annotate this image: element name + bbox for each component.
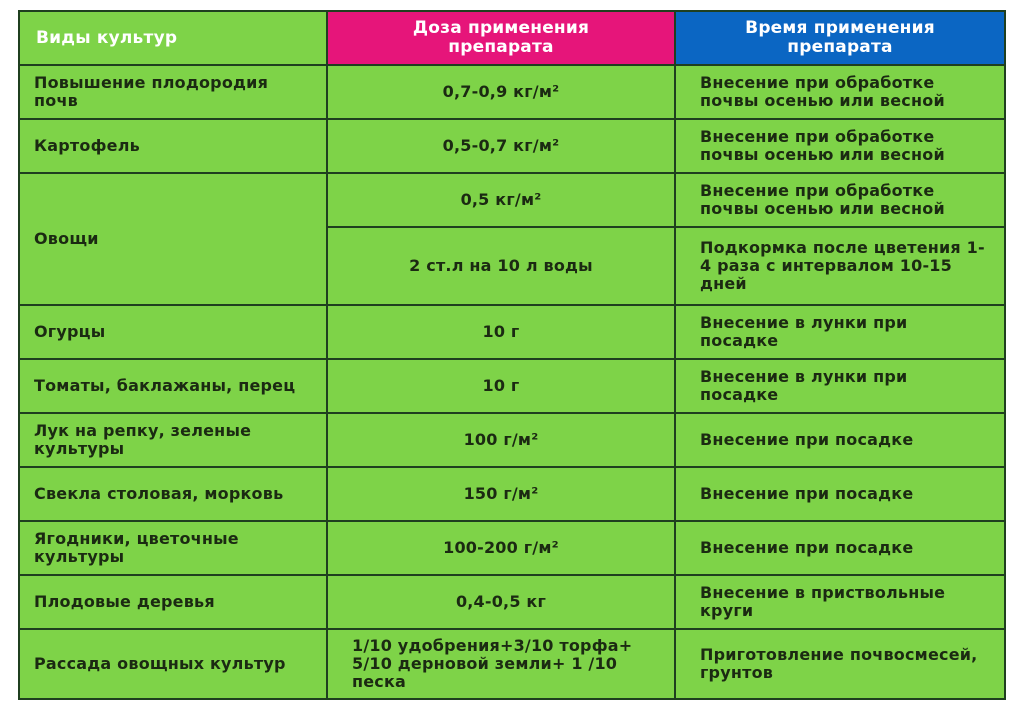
dosage-table (18, 10, 1006, 700)
table-row (19, 359, 1005, 413)
cell-crop: Рассада овощных культур (19, 629, 327, 699)
cell-dose: 10 г (327, 359, 675, 413)
header-time (675, 11, 1005, 65)
table-row (19, 173, 1005, 227)
header-crop: Виды культур (19, 11, 327, 65)
header-time-line-1: Время применения (745, 18, 935, 38)
table-row (19, 629, 1005, 699)
header-row (19, 11, 1005, 65)
table-row (19, 467, 1005, 521)
cell-crop: Повышение плодородия почв (19, 65, 327, 119)
cell-dose: 0,5 кг/м² (327, 173, 675, 227)
cell-dose: 100-200 г/м² (327, 521, 675, 575)
header-time-line-2: препарата (787, 37, 893, 57)
table-row (19, 119, 1005, 173)
cell-dose: 0,4-0,5 кг (327, 575, 675, 629)
table-row (19, 413, 1005, 467)
cell-dose: 10 г (327, 305, 675, 359)
cell-dose: 100 г/м² (327, 413, 675, 467)
cell-time: Приготовление почвосмесей, грунтов (675, 629, 1005, 699)
cell-dose: 0,7-0,9 кг/м² (327, 65, 675, 119)
cell-crop: Плодовые деревья (19, 575, 327, 629)
cell-dose: 2 ст.л на 10 л воды (327, 227, 675, 305)
header-dose (327, 11, 675, 65)
cell-time: Внесение при посадке (675, 467, 1005, 521)
header-dose-line-1: Доза применения (412, 18, 590, 38)
cell-crop: Томаты, баклажаны, перец (19, 359, 327, 413)
cell-dose: 150 г/м² (327, 467, 675, 521)
cell-time: Внесение при обработке почвы осенью или весной (675, 119, 1005, 173)
table-row (19, 65, 1005, 119)
table-row (19, 575, 1005, 629)
cell-time: Внесение в лунки при посадке (675, 359, 1005, 413)
cell-crop: Лук на репку, зеленые культуры (19, 413, 327, 467)
cell-crop: Овощи (19, 173, 327, 305)
table-row (19, 305, 1005, 359)
cell-time: Внесение при посадке (675, 521, 1005, 575)
cell-time: Внесение в приствольные круги (675, 575, 1005, 629)
cell-crop: Свекла столовая, морковь (19, 467, 327, 521)
cell-crop: Огурцы (19, 305, 327, 359)
cell-time: Внесение в лунки при посадке (675, 305, 1005, 359)
cell-crop: Картофель (19, 119, 327, 173)
cell-crop: Ягодники, цветочные культуры (19, 521, 327, 575)
header-dose-line-2: препарата (448, 37, 554, 57)
cell-time: Внесение при обработке почвы осенью или весной (675, 65, 1005, 119)
cell-dose: 1/10 удобрения+3/10 торфа+ 5/10 дерновой земли+ 1 /10 песка (327, 629, 675, 699)
cell-time: Внесение при посадке (675, 413, 1005, 467)
cell-time: Внесение при обработке почвы осенью или весной (675, 173, 1005, 227)
table-row (19, 521, 1005, 575)
cell-dose: 0,5-0,7 кг/м² (327, 119, 675, 173)
cell-time: Подкормка после цветения 1-4 раза с интервалом 10-15 дней (675, 227, 1005, 305)
